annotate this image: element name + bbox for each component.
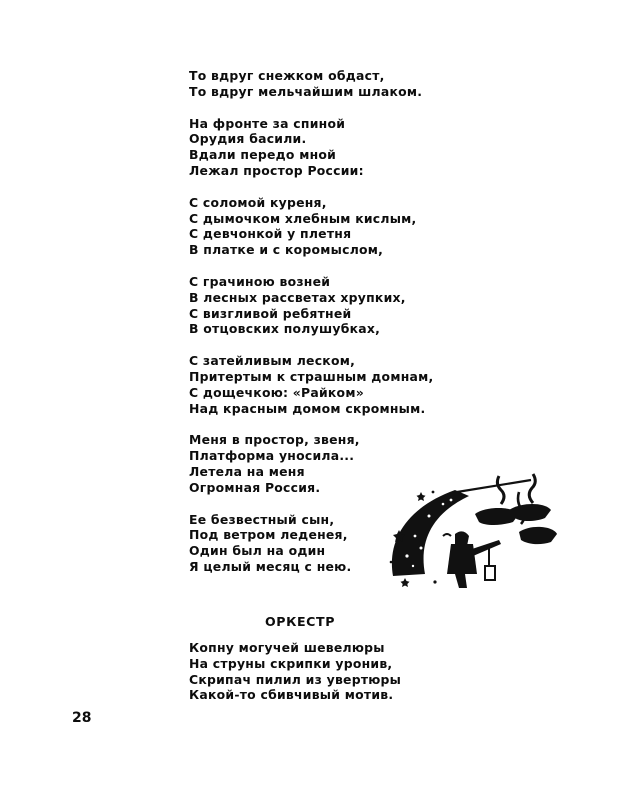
poem-line: С девчонкой у плетня (189, 226, 352, 242)
poem-line: С визгливой ребятней (189, 305, 352, 321)
worker-figure (447, 531, 501, 588)
poem-line: Скрипач пилил из увертюры (189, 671, 402, 687)
poem-line: Огромная Россия. (189, 479, 321, 495)
poem-line: На струны скрипки уронив, (189, 655, 393, 671)
stanza (189, 353, 489, 416)
page-number: 28 (72, 710, 92, 726)
ladle-icon (519, 527, 557, 544)
poem-line: Лежал простор России: (189, 162, 364, 178)
poem-line: Вдали передо мной (189, 147, 337, 163)
poem-line: Меня в простор, звеня, (189, 432, 360, 448)
poem-line: В лесных рассветах хрупких, (189, 289, 406, 305)
poem-line: С грачиною возней (189, 273, 331, 289)
poem-line: То вдруг мельчайшим шлаком. (189, 83, 423, 99)
poem-line: Я целый месяц с нею. (189, 558, 352, 574)
poem-line: Копну могучей шевелюры (189, 640, 385, 655)
poem-line: Орудия басили. (189, 131, 307, 147)
poem-line: Притертым к страшным домнам, (189, 368, 434, 384)
poem-line: На фронте за спиной (189, 115, 346, 131)
poem-line: Ее безвестный сын, (189, 511, 335, 527)
poem-line: Какой-то сбивчивый мотив. (189, 687, 394, 703)
poem-line: В платке и с коромыслом, (189, 242, 384, 258)
poem-line: С затейливым леском, (189, 353, 356, 369)
poem-line: Один был на один (189, 543, 326, 559)
stanza (189, 195, 489, 258)
poem-line: С дощечкою: «Райком» (189, 384, 364, 400)
poem-line: Над красным домом скромным. (189, 400, 426, 416)
poem-title: ОРКЕСТР (264, 614, 336, 629)
poem-line: В отцовских полушубках, (189, 321, 381, 337)
poem-line: Платформа уносила... (189, 448, 355, 464)
poem-line: С дымочком хлебным кислым, (189, 210, 417, 226)
next-poem (189, 640, 401, 703)
stanza (189, 116, 489, 179)
poem-line: С соломой куреня, (189, 194, 327, 210)
poem-line: Под ветром леденея, (189, 527, 348, 543)
stanza (189, 274, 489, 337)
poem-line: Летела на меня (189, 463, 305, 479)
steelworks-illustration (385, 470, 565, 590)
poem-line: То вдруг снежком обдаст, (189, 68, 385, 83)
stanza (189, 68, 489, 100)
